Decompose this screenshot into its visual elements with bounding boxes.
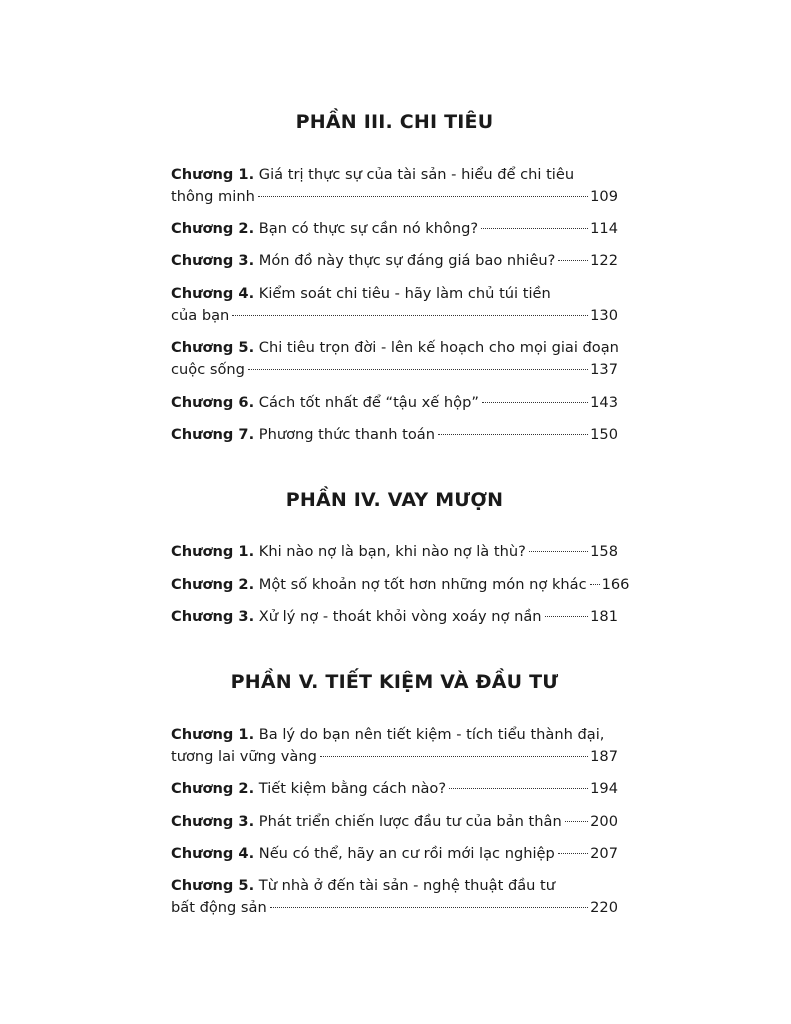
chapter-title: Phát triển chiến lược đầu tư của bản thân	[258, 813, 562, 830]
dot-leader	[545, 616, 589, 617]
chapter-title-line1: Giá trị thực sự của tài sản - hiểu để chi tiêu	[258, 166, 575, 183]
dot-leader	[529, 551, 588, 552]
chapter-label: Chương 3.	[171, 813, 255, 830]
dot-leader	[248, 369, 588, 370]
chapter-label: Chương 1.	[171, 726, 255, 743]
page-number: 194	[590, 780, 618, 797]
toc-entry[interactable]	[171, 218, 618, 240]
chapter-label: Chương 7.	[171, 426, 255, 443]
chapter-title-line1: Từ nhà ở đến tài sản - nghệ thuật đầu tư	[258, 877, 556, 894]
page-number: 220	[590, 899, 618, 916]
page-number: 187	[590, 748, 618, 765]
chapter-title: Bạn có thực sự cần nó không?	[258, 220, 479, 237]
toc-entry[interactable]	[171, 606, 618, 628]
page-number: 158	[590, 543, 618, 560]
chapter-label: Chương 4.	[171, 285, 255, 302]
section-title: PHẦN IV. VAY MƯỢN	[285, 489, 504, 511]
chapter-label: Chương 2.	[171, 220, 255, 237]
chapter-label: Chương 2.	[171, 780, 255, 797]
chapter-label: Chương 5.	[171, 339, 255, 356]
toc-entry[interactable]	[171, 392, 618, 414]
toc-section-iii	[171, 110, 618, 134]
section-title: PHẦN III. CHI TIÊU	[295, 111, 494, 133]
toc-section-v	[171, 670, 618, 694]
chapter-title-line2: tương lai vững vàng	[171, 748, 317, 765]
toc-entry[interactable]	[171, 574, 630, 596]
page-number: 207	[590, 845, 618, 862]
dot-leader	[590, 584, 600, 585]
chapter-title-line1: Chi tiêu trọn đời - lên kế hoạch cho mọi giai đoạn	[258, 339, 619, 356]
toc-entry[interactable]	[171, 724, 618, 768]
toc-entry[interactable]	[171, 424, 618, 446]
chapter-title-line2: bất động sản	[171, 899, 267, 916]
page-number: 114	[590, 220, 618, 237]
page-number: 130	[590, 307, 618, 324]
toc-entry[interactable]	[171, 541, 618, 563]
toc-entry[interactable]	[171, 875, 618, 919]
toc-entry[interactable]	[171, 250, 618, 272]
dot-leader	[438, 434, 588, 435]
chapter-label: Chương 1.	[171, 543, 255, 560]
dot-leader	[558, 853, 588, 854]
toc-entry[interactable]	[171, 778, 618, 800]
chapter-title-line2: cuộc sống	[171, 361, 245, 378]
page-number: 122	[590, 252, 618, 269]
chapter-label: Chương 5.	[171, 877, 255, 894]
chapter-label: Chương 1.	[171, 166, 255, 183]
chapter-label: Chương 2.	[171, 576, 255, 593]
dot-leader	[482, 402, 588, 403]
chapter-title: Tiết kiệm bằng cách nào?	[258, 780, 447, 797]
chapter-title-line1: Ba lý do bạn nên tiết kiệm - tích tiểu thành đại,	[258, 726, 605, 743]
toc-entry[interactable]	[171, 283, 618, 327]
dot-leader	[481, 228, 588, 229]
page-number: 200	[590, 813, 618, 830]
toc-entry[interactable]	[171, 843, 618, 865]
chapter-title: Phương thức thanh toán	[258, 426, 435, 443]
chapter-label: Chương 3.	[171, 252, 255, 269]
chapter-title: Khi nào nợ là bạn, khi nào nợ là thù?	[258, 543, 526, 560]
chapter-title: Nếu có thể, hãy an cư rồi mới lạc nghiệp	[258, 845, 555, 862]
chapter-title-line1: Kiểm soát chi tiêu - hãy làm chủ túi tiền	[258, 285, 551, 302]
page-number: 137	[590, 361, 618, 378]
dot-leader	[449, 788, 588, 789]
page-number: 109	[590, 188, 618, 205]
chapter-title: Cách tốt nhất để “tậu xế hộp”	[258, 394, 479, 411]
toc-entry[interactable]	[171, 337, 618, 381]
page-number: 181	[590, 608, 618, 625]
chapter-title: Xử lý nợ - thoát khỏi vòng xoáy nợ nần	[258, 608, 542, 625]
dot-leader	[565, 821, 588, 822]
dot-leader	[320, 756, 588, 757]
chapter-title: Một số khoản nợ tốt hơn những món nợ khác	[258, 576, 587, 593]
chapter-label: Chương 3.	[171, 608, 255, 625]
dot-leader	[270, 907, 588, 908]
chapter-label: Chương 6.	[171, 394, 255, 411]
toc-section-iv	[171, 488, 618, 512]
chapter-label: Chương 4.	[171, 845, 255, 862]
dot-leader	[558, 260, 588, 261]
page-number: 166	[601, 576, 630, 593]
dot-leader	[232, 315, 588, 316]
page-number: 150	[590, 426, 618, 443]
toc-entry[interactable]	[171, 811, 618, 833]
chapter-title-line2: của bạn	[171, 307, 230, 324]
dot-leader	[258, 196, 588, 197]
page-number: 143	[590, 394, 618, 411]
toc-entry[interactable]	[171, 164, 618, 208]
section-title: PHẦN V. TIẾT KIỆM VÀ ĐẦU TƯ	[230, 671, 559, 693]
chapter-title: Món đồ này thực sự đáng giá bao nhiêu?	[258, 252, 556, 269]
chapter-title-line2: thông minh	[171, 188, 255, 205]
